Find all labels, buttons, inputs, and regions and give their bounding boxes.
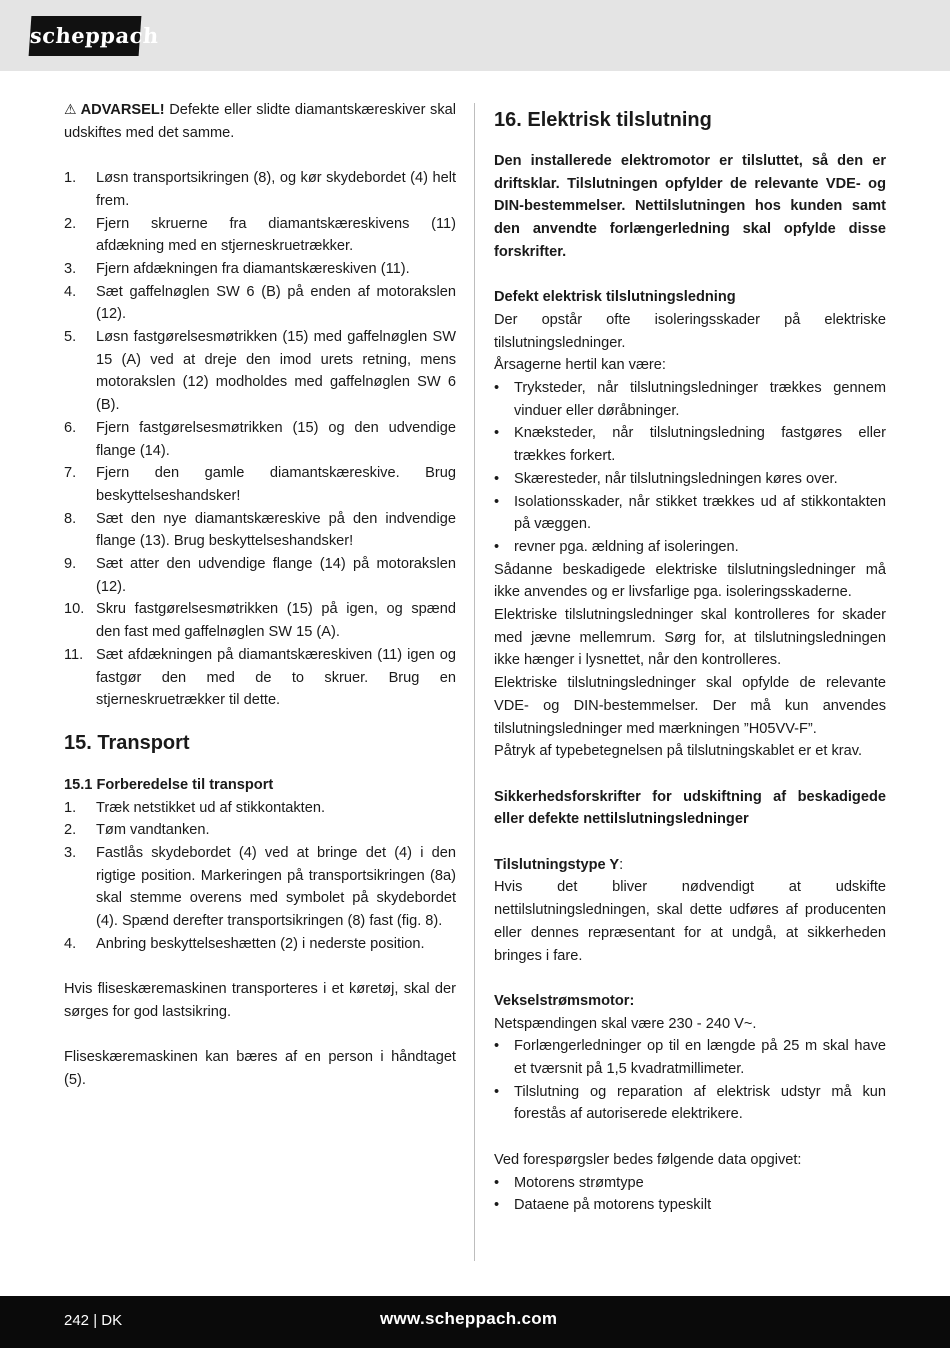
scheppach-logo: scheppach bbox=[29, 16, 142, 56]
step-text: Sæt den nye diamantskæreskive på den indvendige flange (13). Brug beskyttelseshandsker! bbox=[96, 510, 456, 550]
step-text: Fjern fastgørelsesmøtrikken (15) og den udvendige flange (14). bbox=[96, 419, 456, 459]
replace-blade-steps bbox=[64, 167, 456, 712]
step-number: 1. bbox=[64, 170, 77, 187]
blade-step-item bbox=[64, 598, 456, 643]
blade-step-item bbox=[64, 644, 456, 712]
bullet-icon: • bbox=[494, 1174, 500, 1191]
bullet-text: Skæresteder, når tilslutningsledningen køres over. bbox=[514, 470, 838, 487]
bullet-icon: • bbox=[494, 1038, 500, 1055]
step-text: Træk netstikket ud af stikkontakten. bbox=[96, 799, 326, 816]
defect-cause-item bbox=[494, 422, 886, 467]
step-number: 4. bbox=[64, 935, 77, 952]
warning-text: Defekte eller slidte diamantskæreskiver skal udskiftes med det samme. bbox=[64, 102, 456, 141]
blade-step-item bbox=[64, 326, 456, 417]
step-text: Fjern afdækningen fra diamantskæreskiven (11). bbox=[96, 260, 410, 277]
step-text: Sæt atter den udvendige flange (14) på motorakslen (12). bbox=[96, 556, 456, 595]
step-text: Fjern den gamle diamantskæreskive. Brug beskyttelseshandsker! bbox=[96, 465, 456, 504]
page-number: 242 | DK bbox=[64, 1312, 123, 1329]
defect-cause-item bbox=[494, 377, 886, 422]
bullet-text: Forlængerledninger op til en længde på 25 m skal have et tværsnit på 1,5 kvadratmillimeter. bbox=[514, 1038, 886, 1078]
bullet-icon: • bbox=[494, 1197, 500, 1214]
bullet-text: revner pga. ældning af isoleringen. bbox=[514, 538, 739, 555]
defect-paragraph-5: Elektriske tilslutningsledninger skal opfylde de relevante VDE- og DIN-bestemmelser. Der må kun anvendes tilslutningsledninger med mærkningen ”H05VV-F”. bbox=[494, 675, 886, 737]
ac-motor-item bbox=[494, 1081, 886, 1126]
defect-paragraph-2: Årsagerne hertil kan være: bbox=[494, 357, 666, 374]
defect-paragraph-1: Der opstår ofte isoleringsskader på elektriske tilslutningsledninger. bbox=[494, 311, 886, 351]
step-number: 9. bbox=[64, 556, 77, 573]
inquiry-list bbox=[494, 1172, 886, 1217]
section-16-title: 16. Elektrisk tilslutning bbox=[494, 109, 712, 131]
ac-motor-item bbox=[494, 1035, 886, 1080]
website-url: www.scheppach.com bbox=[380, 1309, 558, 1328]
bullet-icon: • bbox=[494, 493, 500, 510]
bullet-icon: • bbox=[494, 1083, 500, 1100]
defect-cause-item bbox=[494, 536, 886, 559]
bullet-icon: • bbox=[494, 538, 500, 555]
blade-step-item bbox=[64, 258, 456, 281]
defect-cable-heading: Defekt elektrisk tilslutningsledning bbox=[494, 289, 736, 306]
bullet-icon: • bbox=[494, 470, 500, 487]
step-text: Løsn fastgørelsesmøtrikken (15) med gaffelnøglen SW 15 (A) ved at dreje den imod urets retning, mens motorakslen (12) modholdes med gaffelnøglen SW 6 (B). bbox=[96, 329, 456, 414]
step-text: Anbring beskyttelseshætten (2) i nederste position. bbox=[96, 935, 425, 952]
inquiry-item bbox=[494, 1172, 886, 1195]
step-number: 3. bbox=[64, 260, 77, 277]
inquiry-text: Ved forespørgsler bedes følgende data opgivet: bbox=[494, 1151, 802, 1168]
bullet-icon: • bbox=[494, 380, 500, 397]
step-text: Løsn transportsikringen (8), og kør skydebordet (4) helt frem. bbox=[96, 170, 456, 209]
step-number: 10. bbox=[64, 601, 85, 618]
footer-bar bbox=[0, 1296, 950, 1348]
step-number: 2. bbox=[64, 822, 77, 839]
bullet-text: Dataene på motorens typeskilt bbox=[514, 1197, 712, 1214]
blade-step-item bbox=[64, 462, 456, 507]
bullet-text: Tryksteder, når tilslutningsledninger trækkes gennem vinduer eller døråbninger. bbox=[514, 380, 886, 419]
ac-motor-heading: Vekselstrømsmotor: bbox=[494, 992, 635, 1009]
step-number: 6. bbox=[64, 419, 77, 436]
ac-motor-list bbox=[494, 1035, 886, 1126]
step-text: Fjern skruerne fra diamantskæreskivens (11) afdækning med en stjerneskruetrækker. bbox=[96, 215, 456, 255]
step-number: 11. bbox=[64, 646, 84, 663]
blade-step-item bbox=[64, 167, 456, 212]
step-number: 1. bbox=[64, 799, 77, 816]
header-bar bbox=[0, 0, 950, 71]
transport-step-item bbox=[64, 797, 456, 820]
bullet-icon: • bbox=[494, 425, 500, 442]
right-column bbox=[494, 98, 886, 1217]
bullet-text: Motorens strømtype bbox=[514, 1174, 644, 1191]
ac-motor-text: Netspændingen skal være 230 - 240 V~. bbox=[494, 1015, 757, 1032]
vehicle-transport-paragraph: Hvis fliseskæremaskinen transporteres i et køretøj, skal der sørges for god lastsikring. bbox=[64, 981, 456, 1020]
carry-paragraph: Fliseskæremaskinen kan bæres af en person i håndtaget (5). bbox=[64, 1049, 456, 1089]
subsection-15-1-title: 15.1 Forberedelse til transport bbox=[64, 776, 274, 793]
bullet-text: Isolationsskader, når stikket trækkes ud af stikkontakten på væggen. bbox=[514, 493, 886, 533]
transport-step-item bbox=[64, 933, 456, 956]
step-text: Fastlås skydebordet (4) ved at bringe det (4) i den rigtige position. Markeringen på transportsikringen (8a) skal stemme overens med symbolet på skydebordet (4). Spænd derefter transportsikringen (8) fast (fig. 8). bbox=[96, 845, 456, 930]
step-number: 5. bbox=[64, 329, 77, 346]
blade-step-item bbox=[64, 553, 456, 598]
connection-type-y-text: Hvis det bliver nødvendigt at udskifte nettilslutningsledningen, skal dette udføres af producenten eller dennes repræsentant for at undgå, at sikkerheden bringes i fare. bbox=[494, 879, 886, 964]
step-text: Skru fastgørelsesmøtrikken (15) på igen, og spænd den fast med gaffelnøglen SW 15 (A). bbox=[96, 601, 456, 641]
warning-label: ADVARSEL! bbox=[80, 102, 165, 118]
step-number: 3. bbox=[64, 845, 77, 862]
step-number: 7. bbox=[64, 465, 77, 482]
warning-paragraph bbox=[64, 98, 456, 144]
safety-heading: Sikkerhedsforskrifter for udskiftning af beskadigede eller defekte nettilslutningsledninger bbox=[494, 788, 886, 828]
bullet-text: Knæksteder, når tilslutningsledning fastgøres eller trækkes forkert. bbox=[514, 425, 886, 465]
transport-step-item bbox=[64, 842, 456, 933]
defect-paragraph-3: Sådanne beskadigede elektriske tilslutningsledninger må ikke anvendes og er livsfarlige pga. isoleringsskaderne. bbox=[494, 561, 886, 601]
step-number: 4. bbox=[64, 283, 77, 300]
connection-type-y-label: Tilslutningstype Y: bbox=[494, 856, 624, 873]
defect-cause-item bbox=[494, 468, 886, 491]
step-number: 8. bbox=[64, 510, 77, 527]
blade-step-item bbox=[64, 281, 456, 326]
defect-paragraph-6: Påtryk af typebetegnelsen på tilslutningskablet er et krav. bbox=[494, 743, 863, 760]
warning-triangle-icon: ⚠ bbox=[64, 101, 77, 117]
step-text: Sæt gaffelnøglen SW 6 (B) på enden af motorakslen (12). bbox=[96, 283, 456, 323]
step-number: 2. bbox=[64, 215, 77, 232]
inquiry-item bbox=[494, 1194, 886, 1217]
column-divider bbox=[474, 103, 475, 1261]
electric-intro: Den installerede elektromotor er tilsluttet, så den er driftsklar. Tilslutningen opfylder de relevante VDE- og DIN-bestemmelser. Nettilslutningen hos kunden samt den anvendte forlængerledning skal opfylde disse forskrifter. bbox=[494, 153, 886, 260]
left-column bbox=[64, 98, 456, 1092]
defect-cause-item bbox=[494, 491, 886, 536]
blade-step-item bbox=[64, 213, 456, 258]
transport-step-item bbox=[64, 819, 456, 842]
step-text: Tøm vandtanken. bbox=[96, 822, 210, 839]
blade-step-item bbox=[64, 508, 456, 553]
transport-steps bbox=[64, 797, 456, 956]
blade-step-item bbox=[64, 417, 456, 462]
defect-paragraph-4: Elektriske tilslutningsledninger skal kontrolleres for skader med jævne mellemrum. Sørg for, at tilslutningsledningen ikke hænger i lysnettet, når den kontrolleres. bbox=[494, 607, 886, 669]
section-15-title: 15. Transport bbox=[64, 731, 190, 754]
defect-causes-list bbox=[494, 377, 886, 559]
bullet-text: Tilslutning og reparation af elektrisk udstyr må kun forestås af autoriserede elektrikere. bbox=[514, 1083, 886, 1123]
step-text: Sæt afdækningen på diamantskæreskiven (11) igen og fastgør den med de to skruer. Brug en stjerneskruetrækker til dette. bbox=[96, 646, 456, 709]
